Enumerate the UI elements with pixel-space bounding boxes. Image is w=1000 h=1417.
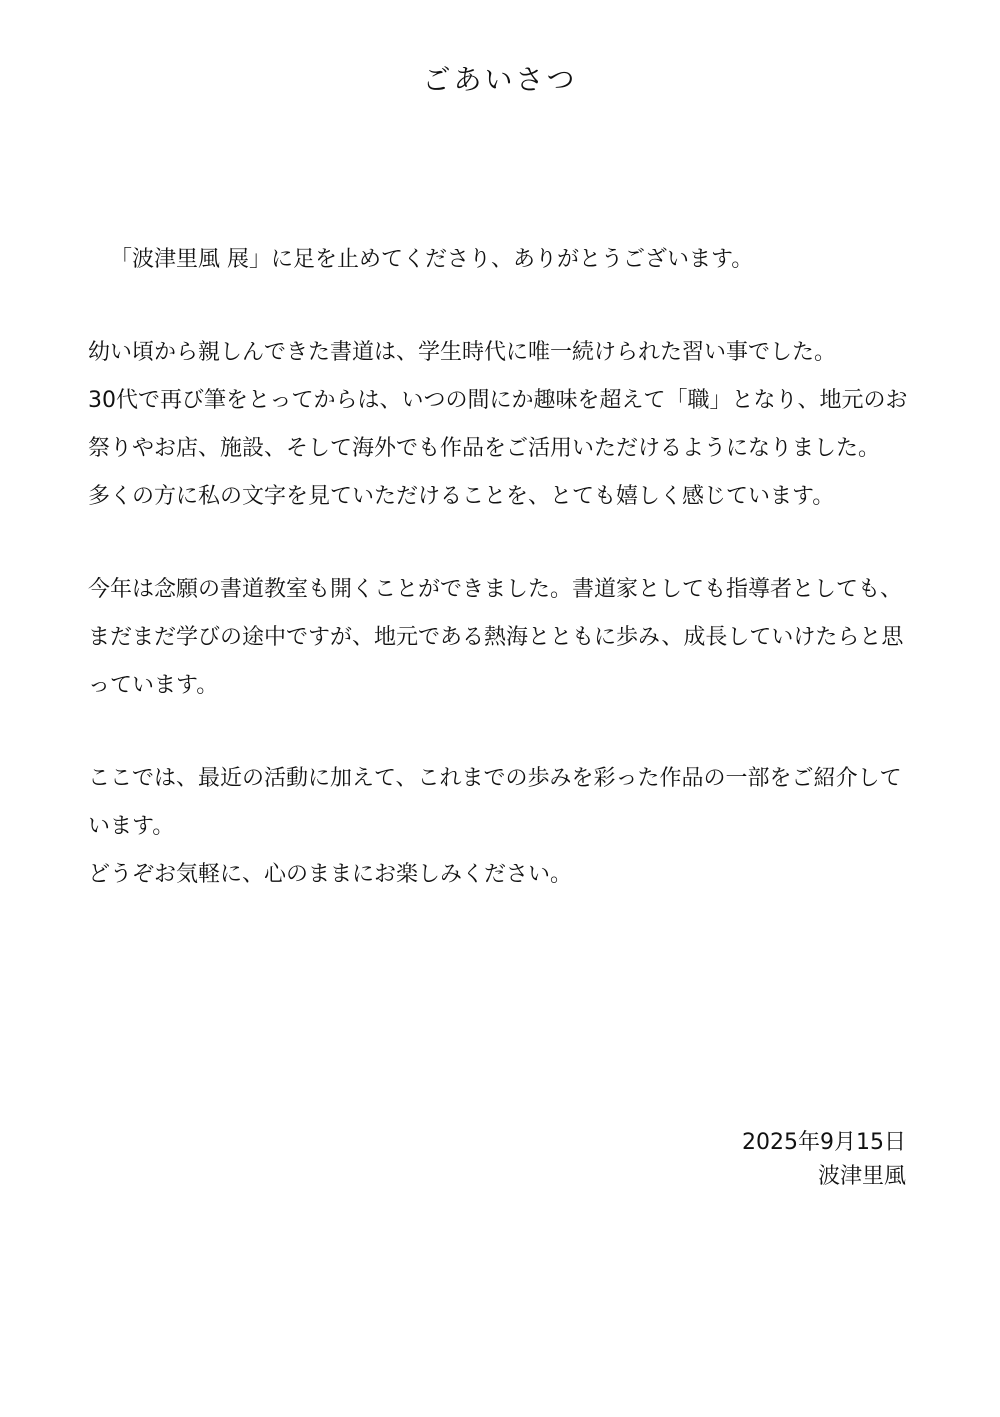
history-line-2: 30代で再び筆をとってからは、いつの間にか趣味を超えて「職」となり、地元のお祭りやお店、施設、そして海外でも作品をご活用いただけるようになりました。 [88,388,908,461]
exhibition-line-1: ここでは、最近の活動に加えて、これまでの歩みを彩った作品の一部をご紹介しています。 [88,766,902,839]
letter-author: 波津里風 [817,1164,906,1189]
letter-title: ごあいさつ [422,63,578,96]
classroom-line: 今年は念願の書道教室も開くことができました。書道家としても指導者としても、まだまだ学びの途中ですが、地元である熱海とともに歩み、成長していけたらと思っています。 [88,577,904,698]
paragraph-intro [88,236,918,284]
history-line-1: 幼い頃から親しんできた書道は、学生時代に唯一続けられた習い事でした。 [88,340,837,365]
intro-line: 「波津里風 展」に足を止めてくださり、ありがとうございます。 [110,247,754,272]
history-line-3: 多くの方に私の文字を見ていただけることを、とても嬉しく感じています。 [88,484,835,509]
paragraph-exhibition [88,755,918,899]
letter-body [88,236,918,944]
letter-closing [742,1126,906,1194]
exhibition-line-2: どうぞお気軽に、心のままにお楽しみください。 [88,862,573,887]
paragraph-history [88,329,918,521]
letter-date: 2025年9月15日 [742,1130,906,1155]
paragraph-classroom [88,566,918,710]
